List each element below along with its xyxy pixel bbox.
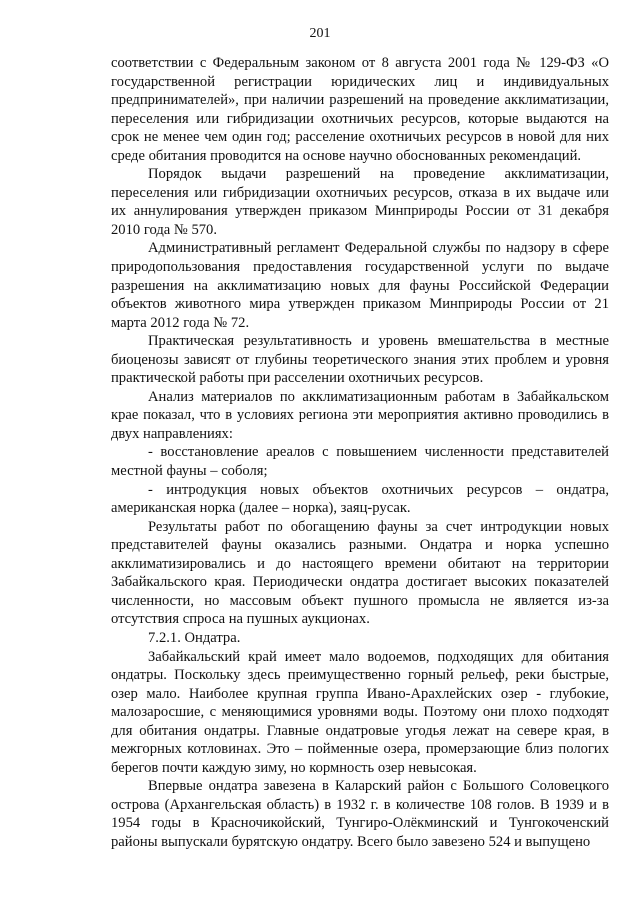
paragraph: Порядок выдачи разрешений на проведение акклиматизации, переселения или гибридизации охотничьих ресурсов, отказа в их выдаче или их аннулирования утвержден приказом Минприроды России от 31 декабря 2010 года № 570. [111,166,609,238]
paragraph: Забайкальский край имеет мало водоемов, подходящих для обитания ондатры. Поскольку здесь преимущественно горный рельеф, реки быстрые, озер мало. Наиболее крупная группа Ивано-Арахлейских озер - глубокие, малозаросшие, с меняющимися уровнями воды. Поэтому они плохо подходят для обитания ондатры. Главные ондатровые угодья лежат на севере края, в межгорных котловинах. Это – пойменные озера, промерзающие близ пологих берегов почти каждую зиму, но кормность озер невысокая. [111,648,609,776]
list-item: - восстановление ареалов с повышением численности представителей местной фауны – соболя; [111,444,609,480]
paragraph: Результаты работ по обогащению фауны за счет интродукции новых представителей фауны оказались разными. Ондатра и норка успешно акклиматизировались и до настоящего времени обитают на территории Забайкальского края. Периодически ондатра достигает высоких показателей численности, но массовым объект пушного промысла не является из-за отсутствия спроса на пушных аукционах. [111,518,609,628]
paragraph: Анализ материалов по акклиматизационным работам в Забайкальском крае показал, что в условиях региона эти мероприятия активно проводились в двух направлениях: [111,388,609,442]
section-heading: 7.2.1. Ондатра. [148,629,241,646]
paragraph: соответствии с Федеральным законом от 8 августа 2001 года № 129-ФЗ «О государственной регистрации юридических лиц и индивидуальных предпринимателей», при наличии разрешений на проведение акклиматизации, переселения или гибридизации охотничьих ресурсов, которые выдаются на срок не менее чем один год; расселение охотничьих ресурсов в новой для них среде обитания проводится на основе научно обоснованных рекомендаций. [111,55,609,164]
page-number: 201 [309,26,331,41]
paragraph: Практическая результативность и уровень вмешательства в местные биоценозы зависят от глубины теоретического знания этих проблем и уровня практической работы при расселении охотничьих ресурсов. [111,333,609,387]
paragraph: Впервые ондатра завезена в Каларский район с Большого Соловецкого острова (Архангельская область) в 1932 г. в количестве 108 голов. В 1939 и в 1954 годы в Красночикойский, Тунгиро-Олёкминский и Тунгокоченский районы выпускали бурятскую ондатру. Всего было завезено 524 и выпущено [111,778,609,850]
list-item: - интродукция новых объектов охотничьих ресурсов – ондатра, американская норка (далее – норка), заяц-русак. [111,481,609,517]
body-text [111,54,609,852]
paragraph: Административный регламент Федеральной службы по надзору в сфере природопользования предоставления государственной услуги по выдаче разрешения на акклиматизацию новых для фауны Российской Федерации объектов животного мира утвержден приказом Минприроды России от 21 марта 2012 года № 72. [111,240,609,331]
